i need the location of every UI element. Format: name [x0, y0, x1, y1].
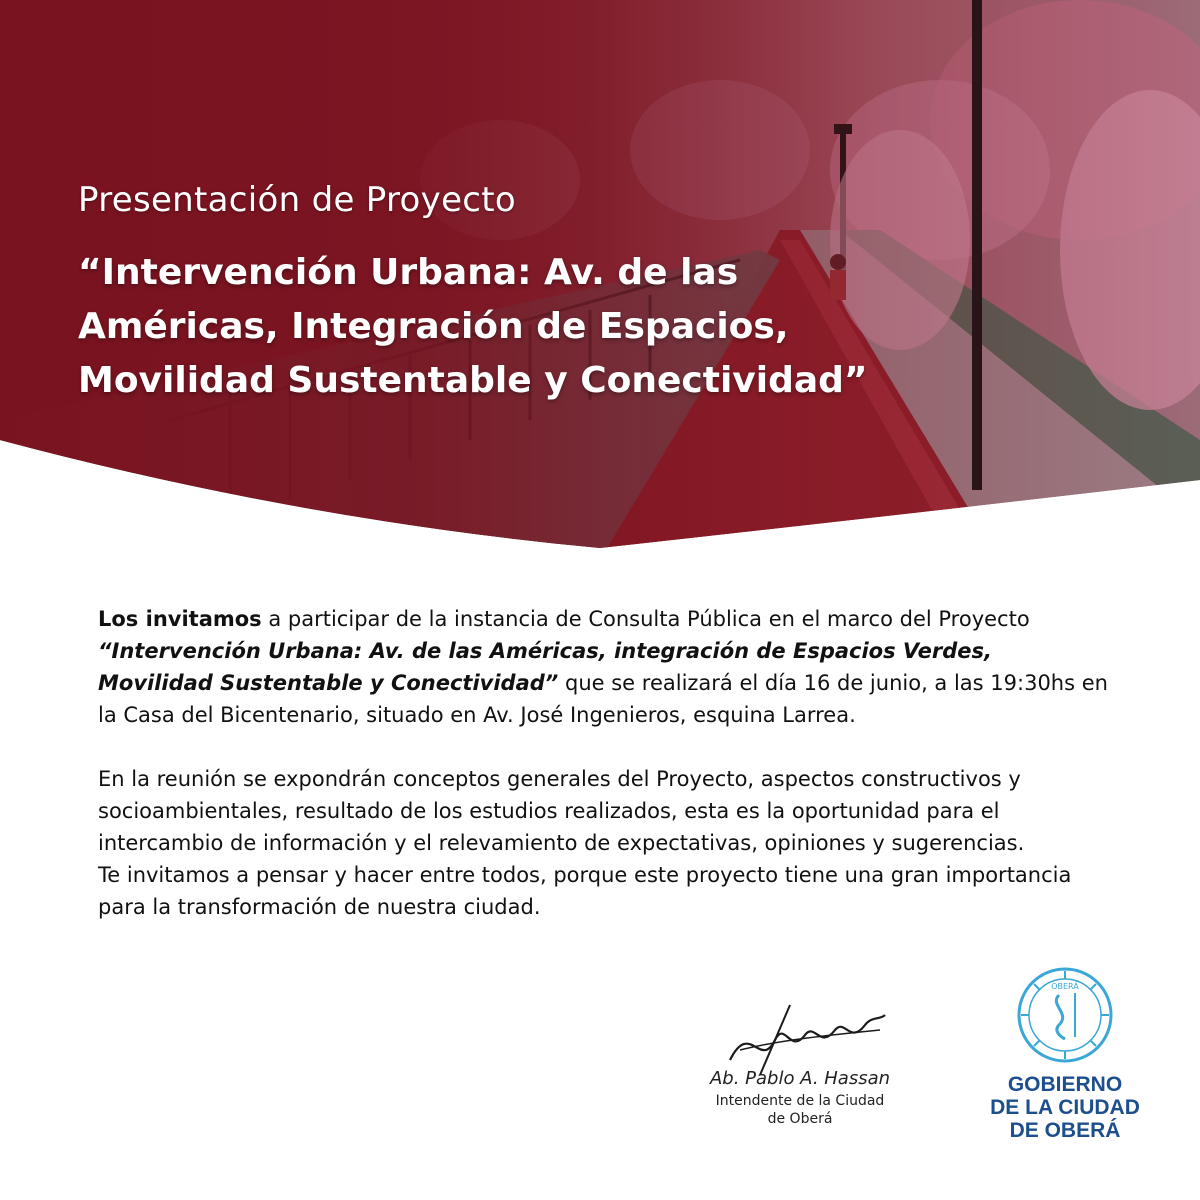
main-title	[78, 246, 978, 408]
seal-text: OBERÁ	[1051, 982, 1079, 991]
project-name: “Intervención Urbana: Av. de las Américas, integración de Espacios Verdes, Movilidad Sustentable y Conectividad”	[98, 639, 992, 695]
signer-name: Ab. Pablo A. Hassan	[709, 1068, 891, 1089]
title-line: “Intervención Urbana: Av. de las	[78, 252, 739, 293]
hero-banner	[0, 0, 1200, 560]
title-line: Américas, Integración de Espacios,	[78, 306, 789, 347]
logo-line: GOBIERNO	[1007, 1073, 1123, 1096]
paragraph-closing: Te invitamos a pensar y hacer entre todos, porque este proyecto tiene una gran importancia para la transformación de nuestra ciudad.	[98, 863, 1072, 919]
logo-text	[975, 1073, 1155, 1142]
paragraph-meeting: En la reunión se expondrán conceptos generales del Proyecto, aspectos constructivos y socioambientales, resultado de los estudios realizados, esta es la oportunidad para el intercambio de información y el relevamiento de expectativas, opiniones y sugerencias.	[98, 767, 1025, 855]
hero-text	[78, 180, 978, 408]
subtitle: Presentación de Proyecto	[78, 180, 517, 220]
signer-role	[680, 1092, 920, 1128]
invitation-text	[98, 603, 1108, 923]
paragraph-text: a participar de la instancia de Consulta Pública en el marco del Proyecto	[261, 607, 1030, 631]
paragraph-text: que se realizará el día 16 de junio, a las 19:30hs en la Casa del Bicentenario, situado en Av. José Ingenieros, esquina Larrea.	[98, 671, 1108, 727]
signer-role-line: Intendente de la Ciudad	[715, 1093, 885, 1109]
lead-text: Los invitamos	[98, 607, 262, 631]
paragraph-invitation	[98, 603, 1108, 731]
logo-line: DE LA CIUDAD	[990, 1096, 1140, 1119]
title-line: Movilidad Sustentable y Conectividad”	[78, 360, 868, 401]
signer-role-line: de Oberá	[767, 1111, 833, 1127]
logo-line: DE OBERÁ	[1009, 1119, 1121, 1142]
city-seal-icon	[1015, 965, 1115, 1065]
